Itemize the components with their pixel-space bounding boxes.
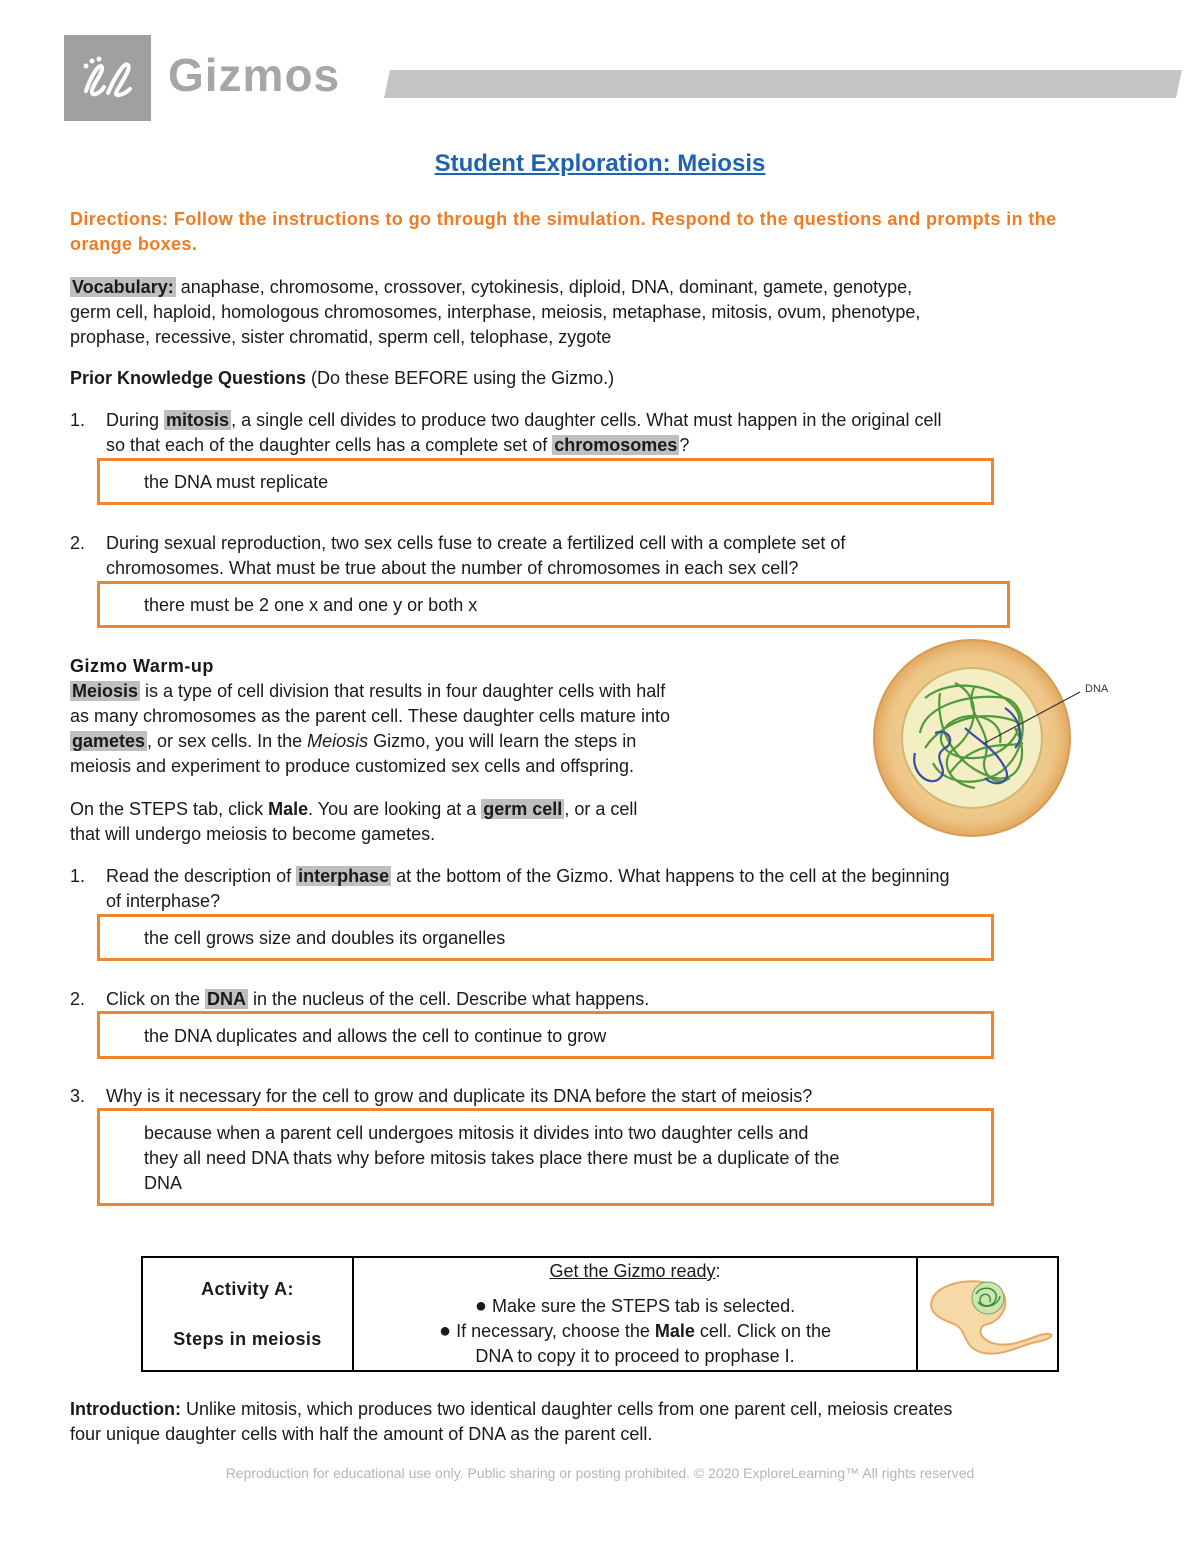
term-dna: DNA bbox=[207, 989, 247, 1009]
page-title: Student Exploration: Meiosis bbox=[434, 150, 766, 177]
text-run: , or sex cells. In the bbox=[147, 731, 308, 751]
vocabulary-line: germ cell, haploid, homologous chromosomes, interphase, meiosis, metaphase, mitosis, ovum, phenotype, bbox=[70, 302, 921, 322]
text-run: four unique daughter cells with half the amount of DNA as the parent cell. bbox=[70, 1424, 653, 1444]
term-male: Male bbox=[654, 1321, 695, 1341]
question-number: 1. bbox=[70, 866, 86, 886]
activity-table bbox=[141, 1256, 1059, 1372]
footer-copyright: Reproduction for educational use only. Public sharing or posting prohibited. © 2020 ExploreLearning™ All rights reserved bbox=[225, 1465, 975, 1481]
directions: Directions: Follow the instructions to go through the simulation. Respond to the questions and prompts in the orange boxes. bbox=[70, 209, 1057, 254]
prior-question-1 bbox=[0, 408, 1200, 460]
vocabulary-line: anaphase, chromosome, crossover, cytokinesis, diploid, DNA, dominant, gamete, genotype, bbox=[180, 277, 913, 297]
text-run: in the nucleus of the cell. Describe what happens. bbox=[248, 989, 650, 1009]
warmup-paragraph-2 bbox=[70, 797, 830, 847]
bullet-text: Make sure the STEPS tab is selected. bbox=[491, 1296, 796, 1316]
answer-prior-1: the DNA must replicate bbox=[144, 472, 329, 492]
text-run: of interphase? bbox=[106, 891, 221, 911]
introduction bbox=[70, 1397, 1150, 1447]
text-run: Read the description of bbox=[106, 866, 297, 886]
get-ready-heading: Get the Gizmo ready bbox=[549, 1261, 716, 1281]
activity-image-cell bbox=[917, 1257, 1058, 1371]
question-number: 2. bbox=[70, 533, 86, 553]
bullet-icon: ● bbox=[439, 1320, 452, 1342]
activity-subtitle: Steps in meiosis bbox=[173, 1328, 322, 1349]
text-run: During sexual reproduction, two sex cells fuse to create a fertilized cell with a complete set of bbox=[106, 533, 846, 553]
text-run: at the bottom of the Gizmo. What happens to the cell at the beginning bbox=[391, 866, 950, 886]
text-run: Gizmo, you will learn the steps in bbox=[368, 731, 637, 751]
bullet-item bbox=[354, 1294, 916, 1319]
text-run: On the STEPS tab, click bbox=[70, 799, 269, 819]
text-run: is a type of cell division that results in four daughter cells with half bbox=[140, 681, 666, 701]
vocabulary-line: prophase, recessive, sister chromatid, sperm cell, telophase, zygote bbox=[70, 327, 612, 347]
vocabulary bbox=[70, 275, 1140, 350]
question-text: Why is it necessary for the cell to grow and duplicate its DNA before the start of meiosis? bbox=[106, 1086, 813, 1106]
question-text bbox=[106, 864, 1146, 914]
term-chromosomes: chromosomes bbox=[554, 435, 678, 455]
warmup-question-2 bbox=[0, 987, 1200, 1013]
answer-warmup-1: the cell grows size and doubles its organelles bbox=[144, 928, 506, 948]
warmup-heading: Gizmo Warm-up bbox=[70, 656, 214, 676]
prior-heading: Prior Knowledge Questions bbox=[70, 368, 307, 388]
text-run: , or a cell bbox=[564, 799, 638, 819]
question-text bbox=[106, 531, 1136, 581]
text-run: that will undergo meiosis to become gametes. bbox=[70, 824, 436, 844]
vocabulary-label: Vocabulary: bbox=[72, 277, 174, 297]
term-gametes: gametes bbox=[72, 731, 146, 751]
term-germ-cell: germ cell bbox=[483, 799, 563, 819]
logo-mark bbox=[64, 35, 151, 121]
bullet-text: If necessary, choose the bbox=[456, 1321, 655, 1341]
question-text bbox=[106, 408, 1136, 458]
text-run: . You are looking at a bbox=[308, 799, 482, 819]
question-text bbox=[106, 987, 1146, 1012]
text-run: Unlike mitosis, which produces two identical daughter cells from one parent cell, meiosis creates bbox=[180, 1399, 953, 1419]
text-run: , a single cell divides to produce two daughter cells. What must happen in the original cell bbox=[231, 410, 942, 430]
answer-prior-2: there must be 2 one x and one y or both x bbox=[144, 595, 478, 615]
answer-line: DNA bbox=[144, 1173, 183, 1193]
sperm-cell-illustration bbox=[918, 1262, 1057, 1362]
brand-name: Gizmos bbox=[168, 49, 341, 101]
bullet-text: cell. Click on the bbox=[694, 1321, 831, 1341]
text-run: so that each of the daughter cells has a complete set of bbox=[106, 435, 553, 455]
bullet-icon: ● bbox=[474, 1295, 487, 1317]
prior-question-2 bbox=[0, 531, 1200, 583]
text-run: ? bbox=[679, 435, 690, 455]
activity-label: Activity A: bbox=[201, 1278, 294, 1299]
introduction-label: Introduction: bbox=[70, 1399, 181, 1419]
term-mitosis: mitosis bbox=[166, 410, 230, 430]
gizmo-name: Meiosis bbox=[307, 731, 369, 751]
answer-warmup-3 bbox=[144, 1121, 984, 1196]
term-interphase: interphase bbox=[298, 866, 390, 886]
germ-cell-illustration bbox=[855, 638, 1120, 838]
text-run: During bbox=[106, 410, 165, 430]
question-number: 3. bbox=[70, 1086, 86, 1106]
prior-note: (Do these BEFORE using the Gizmo.) bbox=[311, 368, 615, 388]
text-run: meiosis and experiment to produce customized sex cells and offspring. bbox=[70, 756, 634, 776]
prior-knowledge-heading bbox=[70, 366, 614, 391]
activity-label-cell bbox=[142, 1257, 353, 1371]
warmup-paragraph-1 bbox=[70, 679, 830, 779]
header-bar bbox=[384, 70, 1182, 98]
text-run: as many chromosomes as the parent cell. These daughter cells mature into bbox=[70, 706, 670, 726]
term-male: Male bbox=[268, 799, 309, 819]
answer-line: they all need DNA thats why before mitosis takes place there must be a duplicate of the bbox=[144, 1148, 840, 1168]
bullet-text: DNA to copy it to proceed to prophase I. bbox=[475, 1346, 795, 1366]
activity-instructions-cell bbox=[353, 1257, 917, 1371]
warmup-question-1 bbox=[0, 864, 1200, 916]
get-ready-colon: : bbox=[715, 1261, 721, 1281]
dna-label: DNA bbox=[1085, 683, 1109, 695]
text-run: chromosomes. What must be true about the number of chromosomes in each sex cell? bbox=[106, 558, 799, 578]
question-number: 2. bbox=[70, 989, 86, 1009]
answer-line: because when a parent cell undergoes mitosis it divides into two daughter cells and bbox=[144, 1123, 809, 1143]
term-meiosis: Meiosis bbox=[72, 681, 139, 701]
warmup-question-3 bbox=[0, 1084, 1200, 1110]
text-run: Click on the bbox=[106, 989, 206, 1009]
bullet-item bbox=[354, 1319, 916, 1369]
answer-warmup-2: the DNA duplicates and allows the cell to continue to grow bbox=[144, 1026, 607, 1046]
question-number: 1. bbox=[70, 410, 86, 430]
